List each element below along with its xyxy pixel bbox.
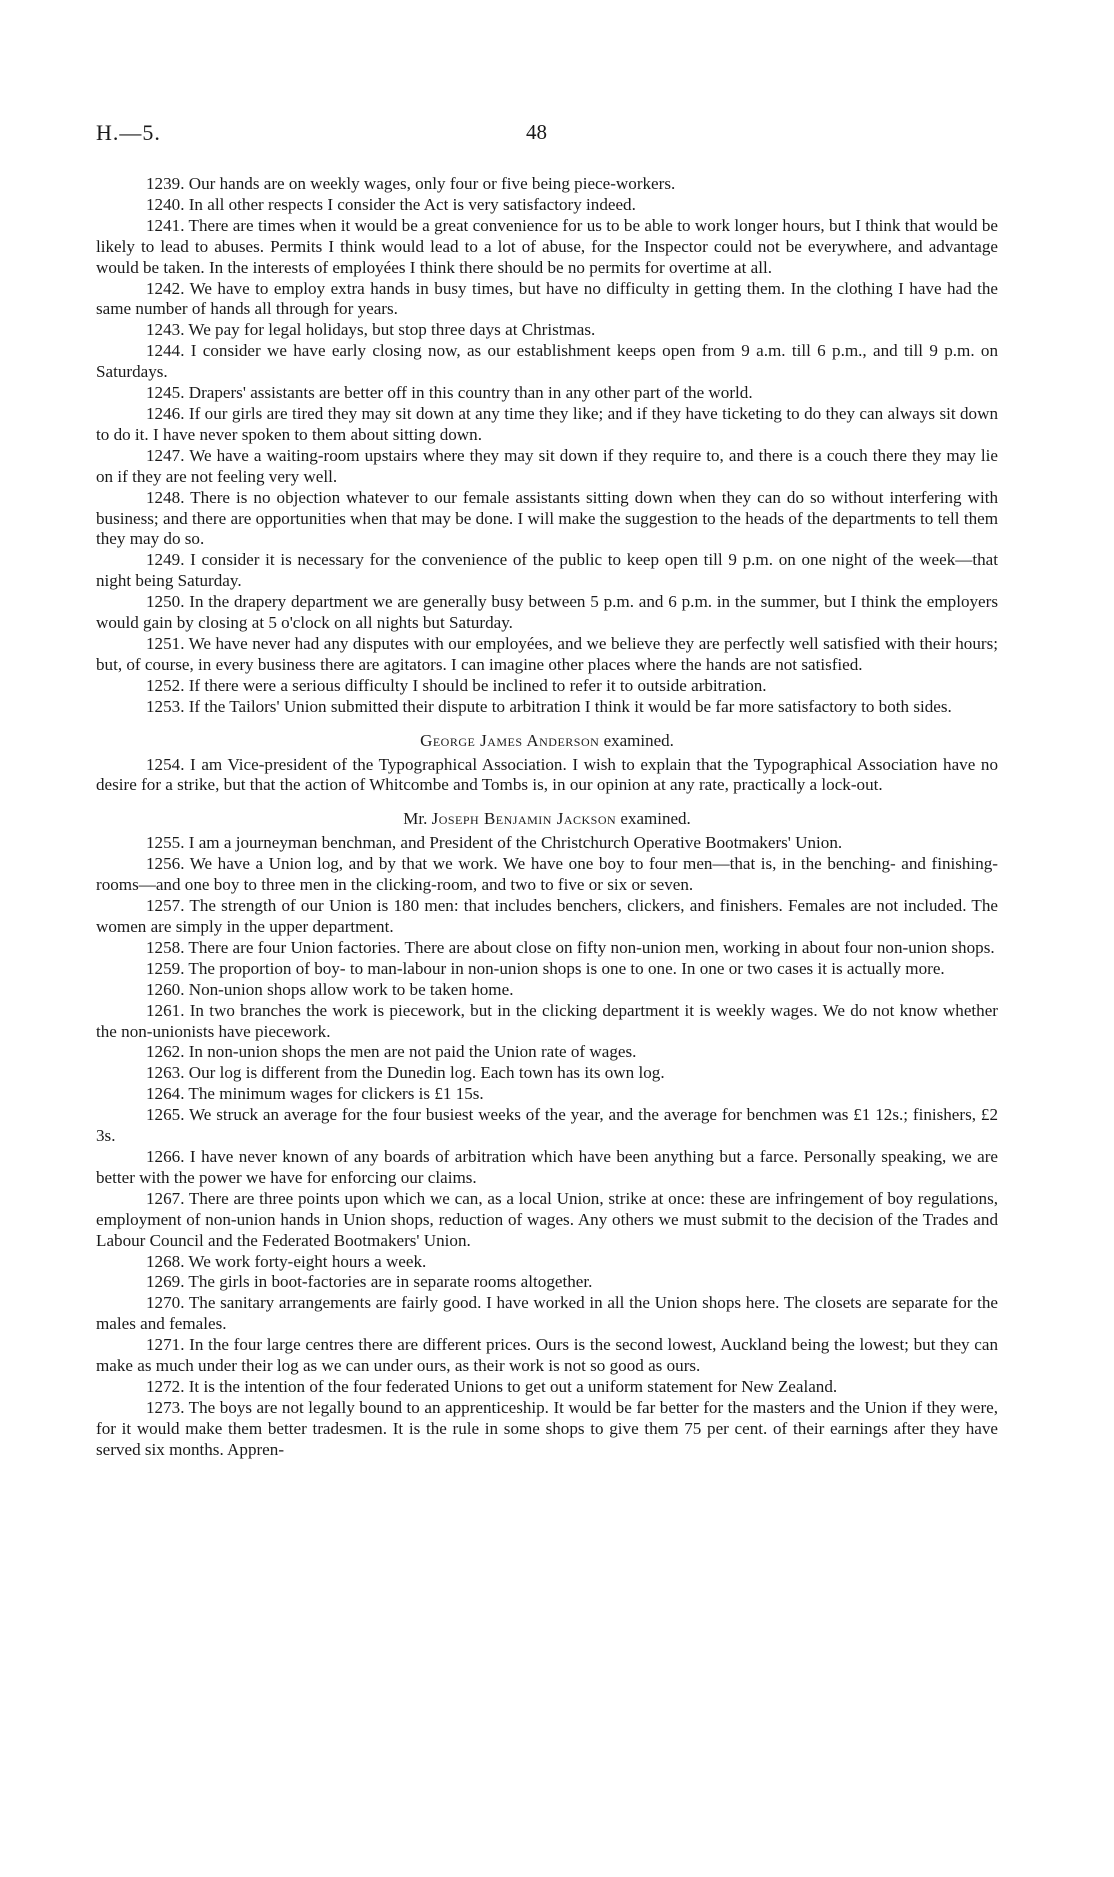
- paragraph-1264: 1264. The minimum wages for clickers is £1 15s.: [146, 1084, 484, 1104]
- paragraph-1261: 1261. In two branches the work is piecework, but in the clicking department it is weekly wages. We do not know whether the non-unionists have piecework.: [96, 1000, 998, 1041]
- paragraph-1260: 1260. Non-union shops allow work to be taken home.: [146, 979, 514, 999]
- testimony-section-2: [96, 755, 998, 797]
- paragraph-1241: 1241. There are times when it would be a great convenience for us to be able to work longer hours, but I think that would be likely to lead to abuses. Permits I think would lead to a lot of abuse, for the Inspector could not be everywhere, and advantage would be taken. In the interests of employées I think there should be no permits for overtime at all.: [96, 215, 998, 277]
- document-reference: H.—5.: [96, 120, 161, 145]
- paragraph-1250: 1250. In the drapery department we are generally busy between 5 p.m. and 6 p.m. in the summer, but I think the employers would gain by closing at 5 o'clock on all nights but Saturday.: [96, 592, 998, 633]
- page-header: [96, 120, 996, 150]
- paragraph-1270: 1270. The sanitary arrangements are fairly good. I have worked in all the Union shops here. The closets are separate for the males and females.: [96, 1293, 998, 1334]
- paragraph-1256: 1256. We have a Union log, and by that we work. We have one boy to four men—that is, in the benching- and finishing-rooms—and one boy to three men in the clicking-room, and two to five or six or seven.: [96, 854, 998, 895]
- paragraph-1240: 1240. In all other respects I consider the Act is very satisfactory indeed.: [146, 194, 636, 214]
- paragraph-1265: 1265. We struck an average for the four busiest weeks of the year, and the average for benchmen was £1 12s.; finishers, £2 3s.: [96, 1105, 998, 1146]
- paragraph-1254: 1254. I am Vice-president of the Typographical Association. I wish to explain that the Typographical Association have no desire for a strike, but that the action of Whitcombe and Tombs is, in our opinion at any rate, practically a lock-out.: [96, 754, 998, 795]
- paragraph-1269: 1269. The girls in boot-factories are in separate rooms altogether.: [146, 1272, 593, 1292]
- witness-heading-anderson: [96, 730, 998, 752]
- paragraph-1248: 1248. There is no objection whatever to our female assistants sitting down when they can do so without interfering with business; and there are opportunities when that may be done. I will make the suggestion to the heads of the departments to tell them they may do so.: [96, 487, 998, 549]
- paragraph-1257: 1257. The strength of our Union is 180 men: that includes benchers, clickers, and finishers. Females are not included. The women are simply in the upper department.: [96, 896, 998, 936]
- testimony-section-3: [96, 833, 998, 1460]
- witness-heading-jackson: [96, 808, 998, 830]
- paragraph-1273: 1273. The boys are not legally bound to an apprenticeship. It would be far better for the masters and the Union if they were, for it would make them better tradesmen. It is the rule in some shops to give them 75 per cent. of their earnings after they have served six months. Appren-: [96, 1397, 998, 1459]
- page-body: [96, 174, 998, 1461]
- paragraph-1247: 1247. We have a waiting-room upstairs where they may sit down if they require to, and there is a couch there they may lie on if they are not feeling very well.: [96, 445, 998, 486]
- paragraph-1258: 1258. There are four Union factories. There are about close on fifty non-union men, working in about four non-union shops.: [146, 937, 995, 957]
- witness-name: Joseph Benjamin Jackson: [431, 809, 617, 829]
- paragraph-1245: 1245. Drapers' assistants are better off in this country than in any other part of the world.: [146, 383, 753, 403]
- paragraph-1242: 1242. We have to employ extra hands in busy times, but have no difficulty in getting them. In the clothing I have had the same number of hands all through for years.: [96, 278, 998, 319]
- witness-suffix: examined.: [599, 730, 674, 750]
- page-number: 48: [526, 120, 547, 144]
- paragraph-1262: 1262. In non-union shops the men are not paid the Union rate of wages.: [146, 1042, 637, 1062]
- paragraph-1249: 1249. I consider it is necessary for the convenience of the public to keep open till 9 p.m. on one night of the week—that night being Saturday.: [96, 550, 998, 591]
- paragraph-1268: 1268. We work forty-eight hours a week.: [146, 1251, 427, 1271]
- paragraph-1255: 1255. I am a journeyman benchman, and President of the Christchurch Operative Bootmakers' Union.: [146, 833, 843, 853]
- paragraph-1272: 1272. It is the intention of the four federated Unions to get out a uniform statement for New Zealand.: [146, 1376, 838, 1396]
- paragraph-1251: 1251. We have never had any disputes with our employées, and we believe they are perfectly well satisfied with their hours; but, of course, in every business there are agitators. I can imagine other places where the hands are not satisfied.: [96, 633, 998, 674]
- paragraph-1252: 1252. If there were a serious difficulty I should be inclined to refer it to outside arbitration.: [146, 675, 767, 695]
- testimony-section-1: [96, 174, 998, 718]
- paragraph-1266: 1266. I have never known of any boards of arbitration which have been anything but a farce. Personally speaking, we are better with the power we have for enforcing our claims.: [96, 1146, 998, 1187]
- witness-prefix: Mr.: [403, 809, 432, 829]
- paragraph-1259: 1259. The proportion of boy- to man-labour in non-union shops is one to one. In one or two cases it is actually more.: [146, 958, 945, 978]
- paragraph-1263: 1263. Our log is different from the Dunedin log. Each town has its own log.: [146, 1063, 665, 1083]
- paragraph-1253: 1253. If the Tailors' Union submitted their dispute to arbitration I think it would be far more satisfactory to both sides.: [146, 696, 952, 716]
- witness-suffix: examined.: [616, 809, 691, 829]
- paragraph-1246: 1246. If our girls are tired they may sit down at any time they like; and if they have ticketing to do they can always sit down to do it. I have never spoken to them about sitting down.: [96, 403, 998, 444]
- paragraph-1243: 1243. We pay for legal holidays, but stop three days at Christmas.: [146, 320, 596, 340]
- witness-name: George James Anderson: [420, 730, 600, 750]
- paragraph-1267: 1267. There are three points upon which we can, as a local Union, strike at once: these are infringement of boy regulations, employment of non-union hands in Union shops, reduction of wages. Any others we must submit to the decision of the Trades and Labour Council and the Federated Bootmakers' Union.: [96, 1188, 998, 1250]
- paragraph-1244: 1244. I consider we have early closing now, as our establishment keeps open from 9 a.m. till 6 p.m., and till 9 p.m. on Saturdays.: [96, 341, 998, 382]
- paragraph-1271: 1271. In the four large centres there are different prices. Ours is the second lowest, Auckland being the lowest; but they can make as much under their log as we can under ours, as their work is not so good as ours.: [96, 1335, 998, 1376]
- paragraph-1239: 1239. Our hands are on weekly wages, only four or five being piece-workers.: [146, 174, 676, 193]
